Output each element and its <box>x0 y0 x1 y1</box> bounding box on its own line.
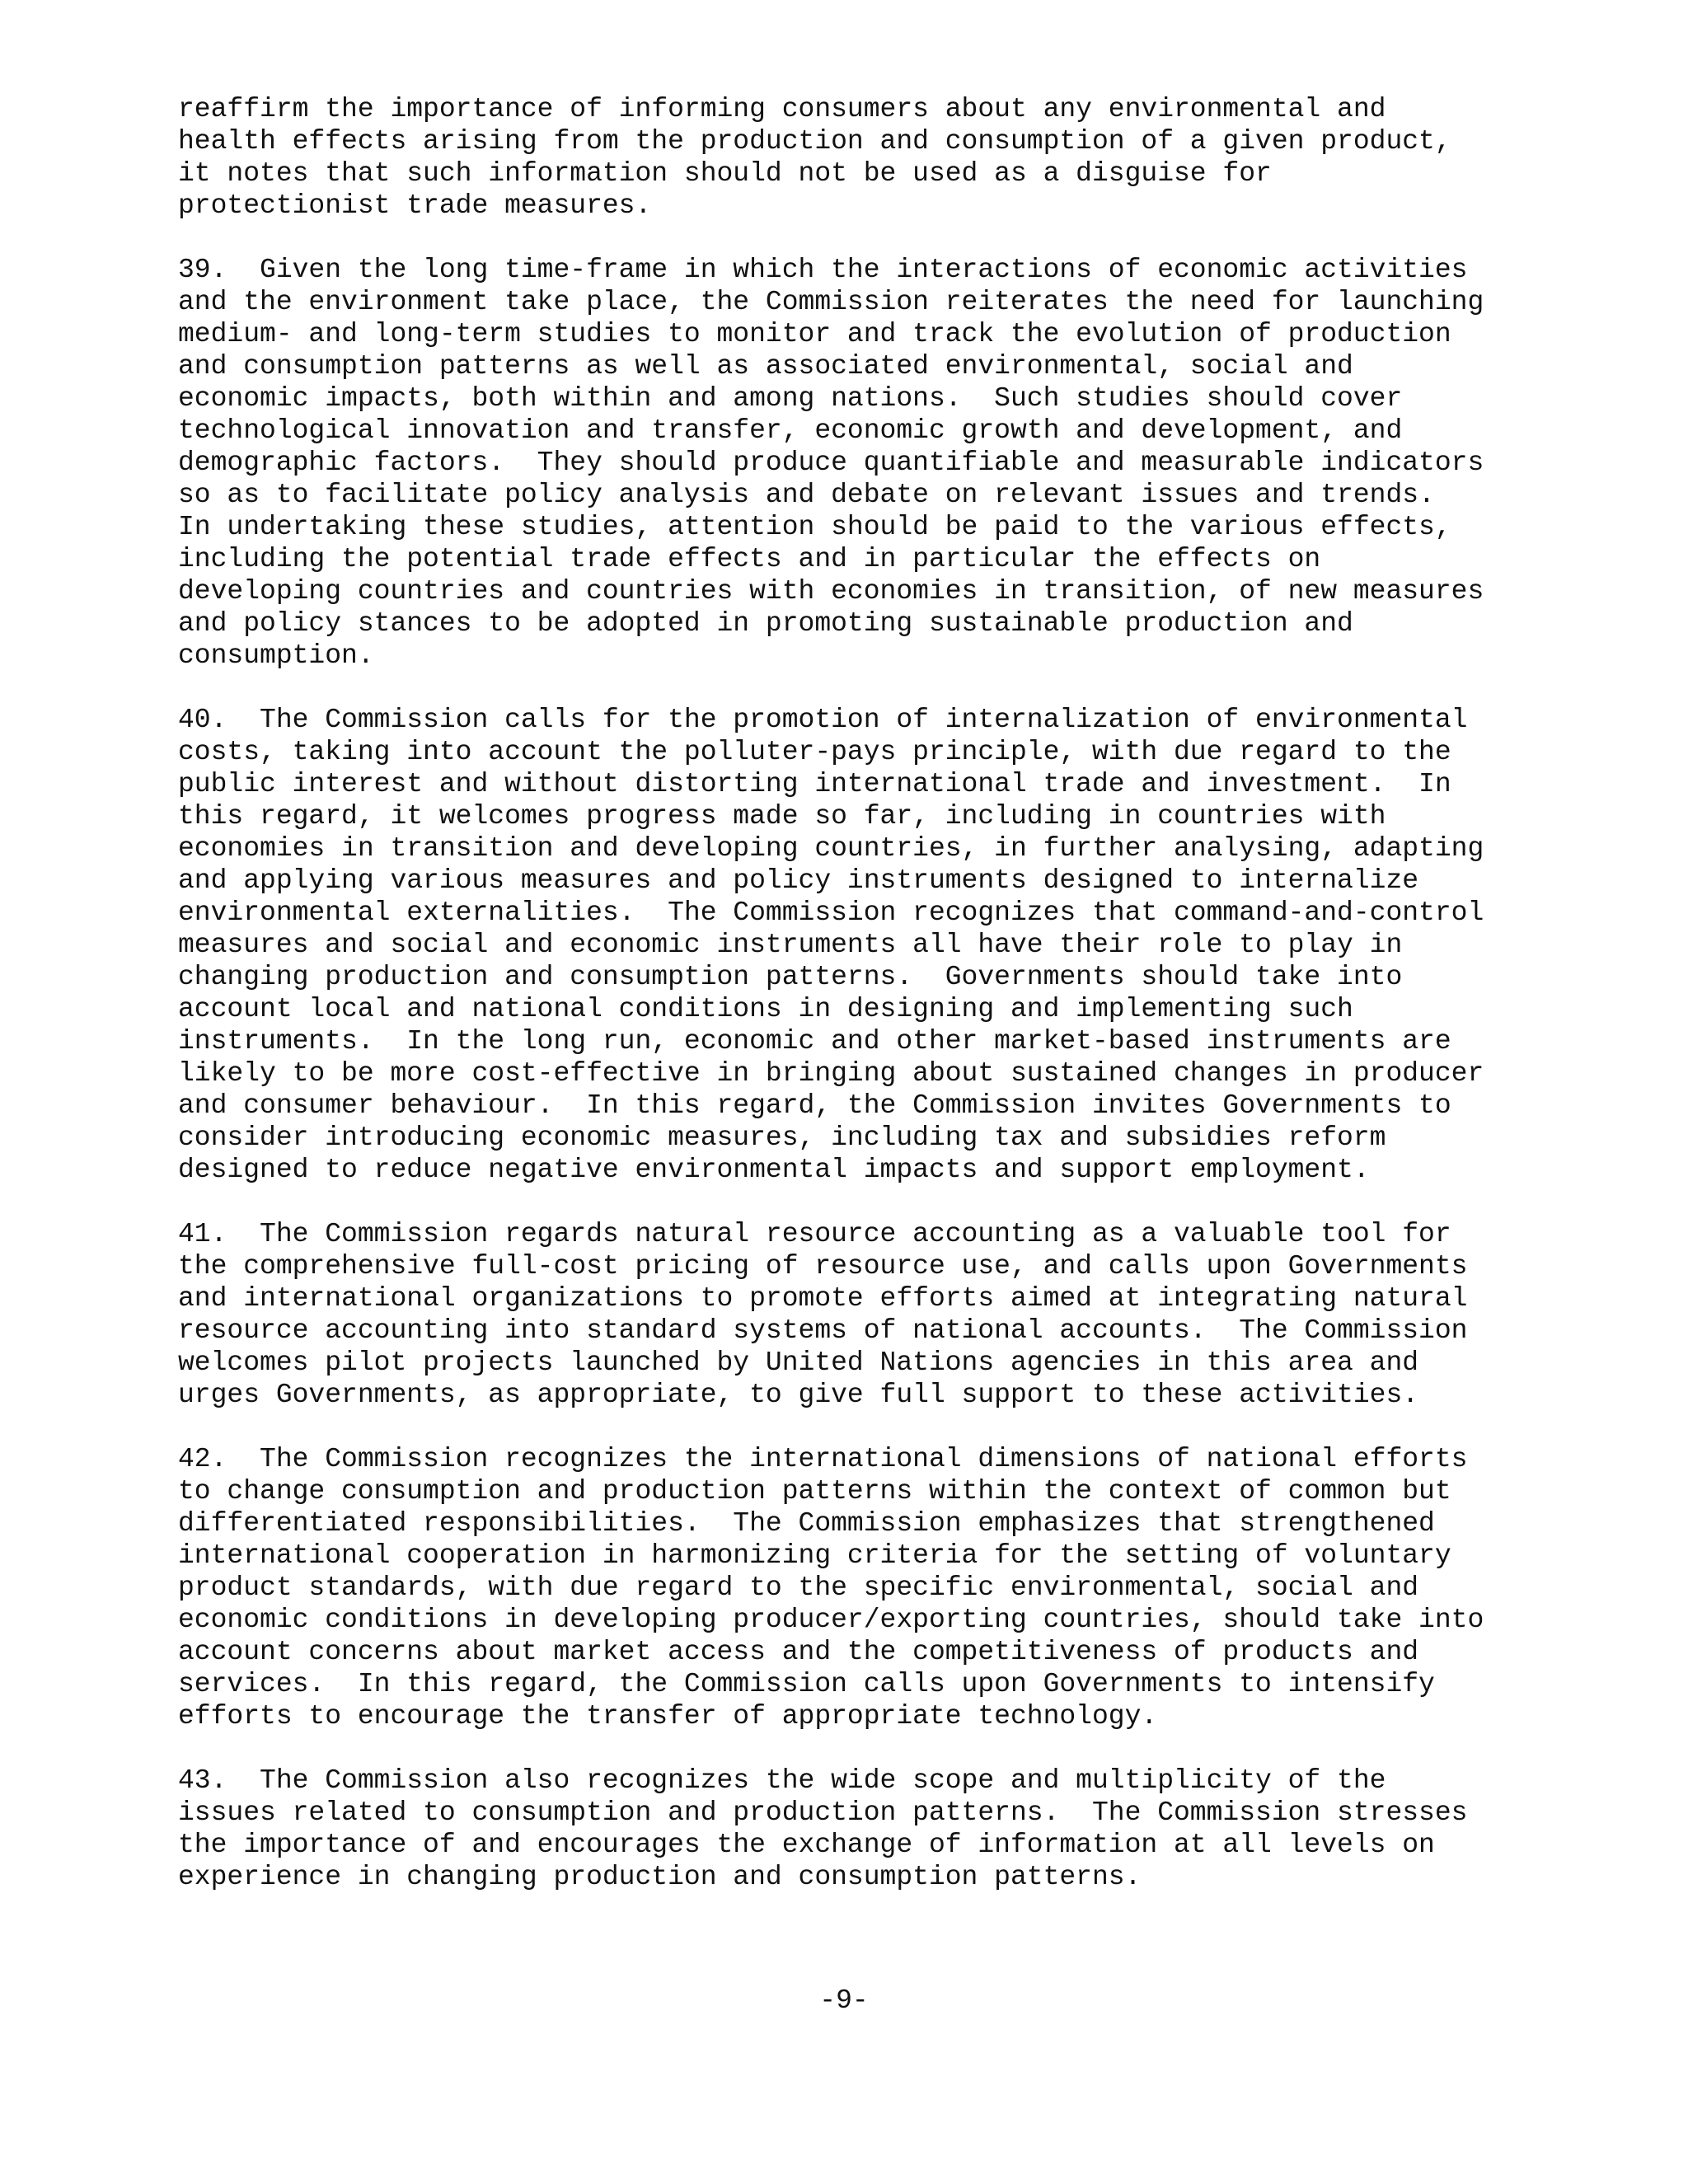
text-line: 39. Given the long time-frame in which the interactions of economic activities <box>178 255 1468 285</box>
text-line: including the potential trade effects and in particular the effects on <box>178 544 1321 574</box>
text-line: the comprehensive full-cost pricing of resource use, and calls upon Governments <box>178 1251 1468 1282</box>
text-line: likely to be more cost-effective in bringing about sustained changes in producer <box>178 1058 1484 1089</box>
text-line: economic conditions in developing producer/exporting countries, should take into <box>178 1605 1484 1635</box>
text-line: designed to reduce negative environmental impacts and support employment. <box>178 1155 1370 1185</box>
text-line: health effects arising from the production and consumption of a given product, <box>178 126 1451 157</box>
text-line: services. In this regard, the Commission calls upon Governments to intensify <box>178 1669 1435 1699</box>
text-line: 40. The Commission calls for the promotion of internalization of environmental <box>178 705 1468 735</box>
text-line: this regard, it welcomes progress made so far, including in countries with <box>178 801 1386 832</box>
text-line: resource accounting into standard systems of national accounts. The Commission <box>178 1315 1468 1346</box>
paragraph-p-continued <box>178 93 1530 222</box>
text-line: In undertaking these studies, attention should be paid to the various effects, <box>178 512 1451 542</box>
text-line: 43. The Commission also recognizes the wide scope and multiplicity of the <box>178 1765 1386 1796</box>
text-line: public interest and without distorting international trade and investment. In <box>178 769 1451 799</box>
paragraph-p41 <box>178 1218 1530 1411</box>
document-body <box>178 93 1530 1893</box>
text-line: developing countries and countries with economies in transition, of new measures <box>178 576 1484 607</box>
text-line: technological innovation and transfer, economic growth and development, and <box>178 415 1403 446</box>
page-number: -9- <box>819 1985 869 2016</box>
text-line: measures and social and economic instruments all have their role to play in <box>178 930 1403 960</box>
text-line: and consumption patterns as well as associated environmental, social and <box>178 351 1353 382</box>
text-line: and consumer behaviour. In this regard, the Commission invites Governments to <box>178 1090 1451 1121</box>
text-line: consumption. <box>178 640 374 671</box>
text-line: and the environment take place, the Commission reiterates the need for launching <box>178 287 1484 317</box>
text-line: 42. The Commission recognizes the international dimensions of national efforts <box>178 1444 1468 1474</box>
text-line: welcomes pilot projects launched by United Nations agencies in this area and <box>178 1347 1419 1378</box>
text-line: the importance of and encourages the exchange of information at all levels on <box>178 1830 1435 1860</box>
text-line: international cooperation in harmonizing criteria for the setting of voluntary <box>178 1540 1451 1571</box>
text-line: account concerns about market access and the competitiveness of products and <box>178 1637 1419 1667</box>
paragraph-p39 <box>178 254 1530 672</box>
text-line: demographic factors. They should produce quantifiable and measurable indicators <box>178 448 1484 478</box>
text-line: to change consumption and production patterns within the context of common but <box>178 1476 1451 1507</box>
text-line: differentiated responsibilities. The Commission emphasizes that strengthened <box>178 1508 1435 1539</box>
text-line: issues related to consumption and production patterns. The Commission stresses <box>178 1797 1468 1828</box>
text-line: and policy stances to be adopted in promoting sustainable production and <box>178 608 1353 639</box>
text-line: urges Governments, as appropriate, to give full support to these activities. <box>178 1380 1419 1410</box>
text-line: protectionist trade measures. <box>178 190 652 221</box>
text-line: economic impacts, both within and among nations. Such studies should cover <box>178 383 1403 414</box>
text-line: medium- and long-term studies to monitor and track the evolution of production <box>178 319 1451 349</box>
paragraph-p43 <box>178 1765 1530 1893</box>
text-line: so as to facilitate policy analysis and debate on relevant issues and trends. <box>178 480 1435 510</box>
text-line: environmental externalities. The Commission recognizes that command-and-control <box>178 898 1484 928</box>
text-line: 41. The Commission regards natural resource accounting as a valuable tool for <box>178 1219 1451 1249</box>
text-line: instruments. In the long run, economic and other market-based instruments are <box>178 1026 1451 1057</box>
text-line: changing production and consumption patterns. Governments should take into <box>178 962 1403 992</box>
text-line: and applying various measures and policy instruments designed to internalize <box>178 865 1419 896</box>
text-line: product standards, with due regard to the specific environmental, social and <box>178 1572 1419 1603</box>
paragraph-p42 <box>178 1443 1530 1732</box>
paragraph-p40 <box>178 704 1530 1186</box>
text-line: reaffirm the importance of informing consumers about any environmental and <box>178 94 1386 124</box>
text-line: consider introducing economic measures, including tax and subsidies reform <box>178 1122 1386 1153</box>
text-line: efforts to encourage the transfer of appropriate technology. <box>178 1701 1158 1732</box>
text-line: experience in changing production and consumption patterns. <box>178 1862 1142 1892</box>
text-line: account local and national conditions in designing and implementing such <box>178 994 1353 1024</box>
text-line: economies in transition and developing countries, in further analysing, adapting <box>178 833 1484 864</box>
text-line: and international organizations to promote efforts aimed at integrating natural <box>178 1283 1468 1314</box>
text-line: it notes that such information should not be used as a disguise for <box>178 158 1272 189</box>
text-line: costs, taking into account the polluter-pays principle, with due regard to the <box>178 737 1451 767</box>
